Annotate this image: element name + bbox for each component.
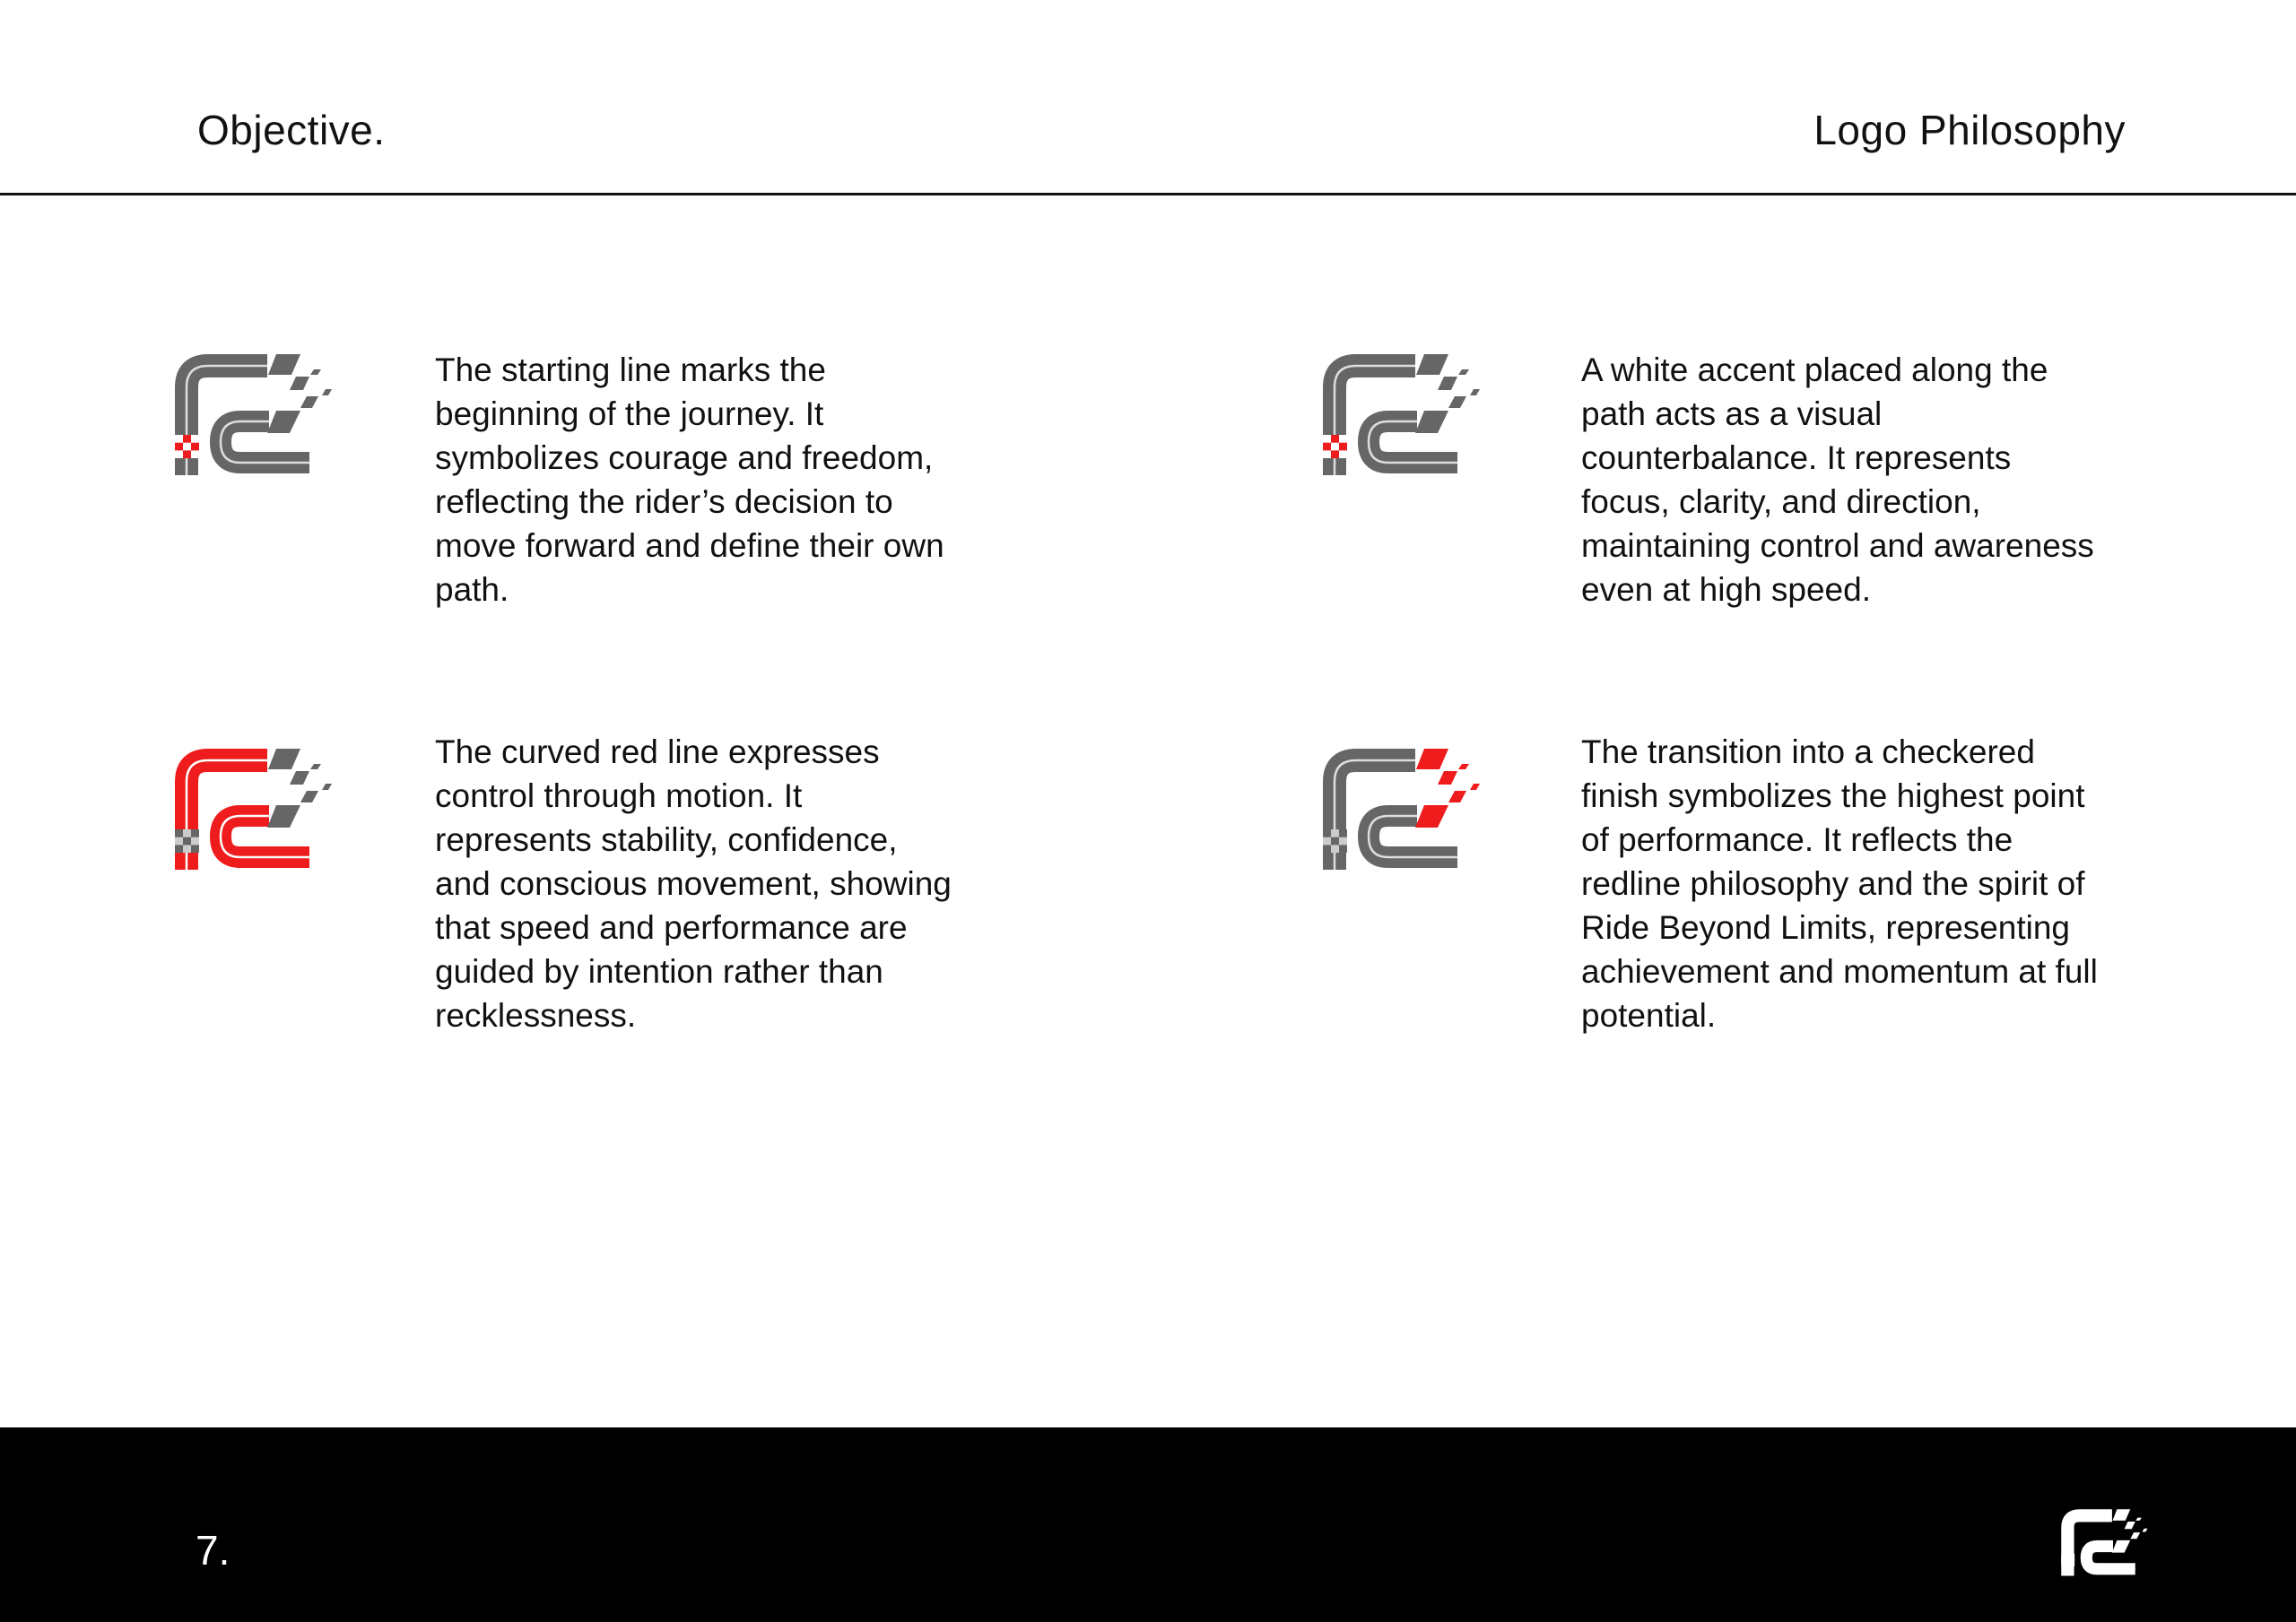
text-line: beginning of the journey. It: [435, 395, 824, 432]
text-line: Ride Beyond Limits, representing: [1581, 909, 2071, 946]
text-line: The curved red line expresses: [435, 733, 880, 770]
page-title: Objective.: [197, 107, 386, 153]
text-line: and conscious movement, showing: [435, 865, 952, 902]
text-line: potential.: [1581, 997, 1717, 1034]
text-line: control through motion. It: [435, 777, 803, 814]
text-line: move forward and define their own: [435, 527, 944, 564]
footer-logo-icon: [2054, 1502, 2152, 1581]
text-line: path.: [435, 571, 509, 608]
text-line: that speed and performance are: [435, 909, 908, 946]
text-line: The transition into a checkered: [1581, 733, 2035, 770]
red-curve-description: [435, 730, 1009, 1037]
text-line: represents stability, confidence,: [435, 821, 898, 858]
section-title: Logo Philosophy: [1813, 107, 2126, 153]
logo-checkered-finish-icon: [1309, 735, 1489, 879]
page-number: 7.: [196, 1527, 230, 1574]
text-line: path acts as a visual: [1581, 395, 1883, 432]
white-accent-description: [1581, 348, 2155, 612]
text-line: finish symbolizes the highest point: [1581, 777, 2085, 814]
starting-line-description: [435, 348, 1009, 612]
logo-starting-line-icon: [161, 341, 341, 484]
text-line: of performance. It reflects the: [1581, 821, 2013, 858]
text-line: even at high speed.: [1581, 571, 1871, 608]
header-divider: [0, 193, 2296, 195]
logo-red-curve-icon: [161, 735, 341, 879]
text-line: guided by intention rather than: [435, 953, 883, 990]
logo-white-accent-icon: [1309, 341, 1489, 484]
text-line: recklessness.: [435, 997, 637, 1034]
text-line: maintaining control and awareness: [1581, 527, 2094, 564]
checkered-finish-description: [1581, 730, 2155, 1037]
text-line: achievement and momentum at full: [1581, 953, 2098, 990]
text-line: counterbalance. It represents: [1581, 439, 2012, 476]
text-line: A white accent placed along the: [1581, 351, 2048, 388]
text-line: The starting line marks the: [435, 351, 826, 388]
text-line: redline philosophy and the spirit of: [1581, 865, 2085, 902]
text-line: focus, clarity, and direction,: [1581, 483, 1981, 520]
text-line: reflecting the rider’s decision to: [435, 483, 893, 520]
text-line: symbolizes courage and freedom,: [435, 439, 934, 476]
footer-bar: [0, 1427, 2296, 1622]
